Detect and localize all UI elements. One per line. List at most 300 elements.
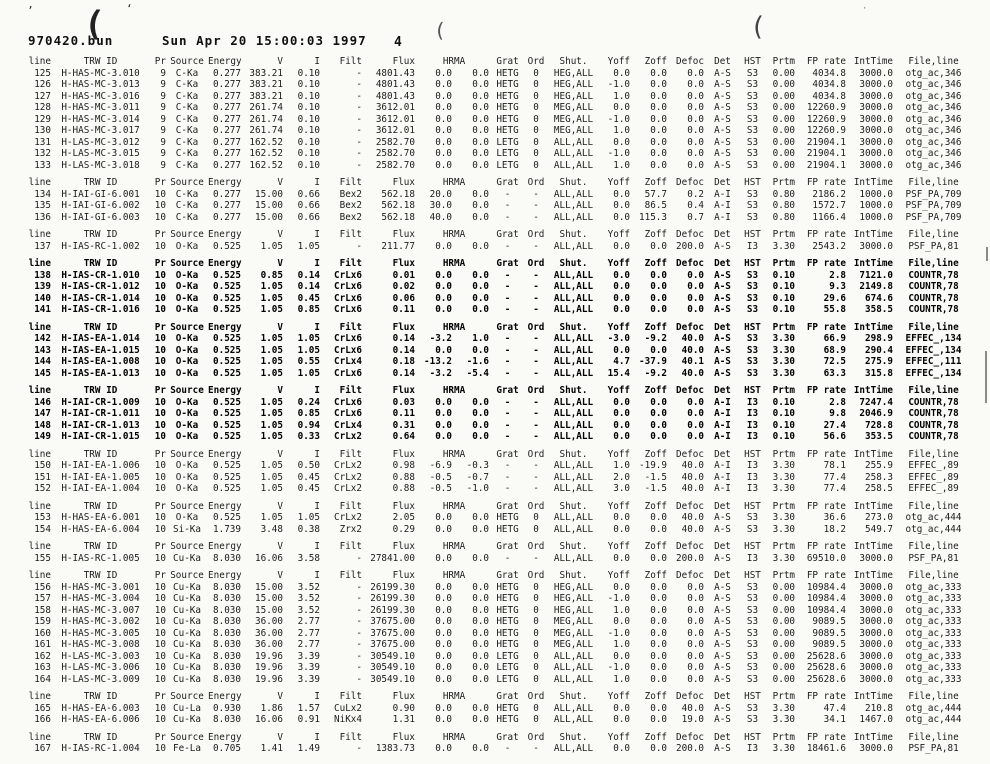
- cell: 0.11: [392, 304, 415, 315]
- column-header-cell: Zoff: [644, 691, 668, 702]
- cell: 8.030: [213, 714, 241, 725]
- cell: 0.0: [472, 662, 490, 673]
- column-header-cell: File,line: [908, 229, 959, 240]
- cell: -: [533, 419, 539, 431]
- cell: 9: [160, 136, 166, 148]
- cell: -: [533, 200, 539, 211]
- cell: 0.0: [613, 523, 631, 535]
- cell: 1.739: [213, 523, 241, 535]
- cell: 10: [154, 714, 166, 725]
- cell: 549.7: [865, 523, 894, 535]
- cell: 30.0: [429, 200, 452, 211]
- cell: 0.0: [687, 431, 705, 442]
- cell: 10: [154, 211, 166, 223]
- column-header-cell: Shut.: [559, 731, 588, 743]
- cell: ALL,ALL: [553, 743, 594, 754]
- column-header-cell: IntTime: [853, 258, 894, 269]
- column-header-cell: Flux: [392, 56, 415, 67]
- column-header-cell: Source: [170, 541, 204, 552]
- cell: EFFEC_,134: [905, 344, 962, 356]
- cell: 36.6: [823, 512, 847, 523]
- cell: 0.0: [435, 581, 452, 593]
- cell: A-I: [714, 408, 731, 419]
- cell: 0.0: [613, 408, 631, 419]
- cell: C-Ka: [175, 200, 199, 211]
- cell: ALL,ALL: [553, 431, 594, 442]
- cell: 0.0: [435, 419, 452, 431]
- cell: -: [533, 292, 539, 304]
- cell: 1.05: [260, 512, 283, 523]
- cell: LETG: [496, 148, 519, 159]
- cell: 1.05: [260, 367, 283, 379]
- column-header-cell: Shut.: [559, 321, 588, 333]
- scan-speck-artifact: ·: [862, 4, 868, 14]
- column-header-cell: HST: [744, 731, 761, 743]
- cell: ALL,ALL: [553, 512, 594, 523]
- cell: LETG: [496, 673, 519, 685]
- cell: 0.0: [435, 431, 452, 442]
- cell: 0.0: [650, 240, 668, 252]
- cell: CrLx6: [334, 367, 362, 379]
- cell: 0.0: [687, 650, 705, 662]
- column-header-row: [22, 56, 972, 68]
- cell: 0.00: [772, 639, 796, 650]
- cell: 1.05: [297, 333, 320, 344]
- column-header-cell: IntTime: [853, 691, 894, 702]
- cell: 0.00: [772, 90, 796, 102]
- cell: 20.0: [429, 188, 452, 200]
- cell: 0.525: [213, 292, 241, 304]
- cell: ALL,ALL: [553, 419, 594, 431]
- cell: 0.66: [297, 211, 320, 223]
- cell: H-HAS-MC-3.017: [61, 125, 140, 136]
- cell: 0.0: [613, 188, 631, 200]
- cell: 0.525: [213, 281, 241, 292]
- column-header-cell: FP rate: [806, 258, 847, 269]
- cell: 10: [154, 408, 166, 419]
- cell: 0.0: [687, 148, 705, 159]
- column-header-row: [22, 732, 972, 744]
- cell: 728.8: [865, 419, 894, 431]
- cell: 0.0: [650, 113, 668, 125]
- column-header-cell: HRMA: [442, 541, 466, 552]
- cell: 0.0: [687, 159, 705, 171]
- cell: 0.0: [650, 552, 668, 564]
- cell: A-I: [714, 188, 731, 200]
- cell: 47.4: [823, 702, 847, 714]
- cell: -: [504, 269, 511, 281]
- cell: -: [504, 188, 511, 200]
- column-header-cell: Defoc: [676, 258, 705, 269]
- column-header-cell: Flux: [392, 541, 415, 552]
- column-header-cell: TRW ID: [83, 500, 118, 512]
- cell: 3.52: [297, 593, 320, 604]
- column-header-cell: Grat: [496, 541, 519, 552]
- cell: 358.5: [865, 304, 894, 315]
- cell: 1.05: [260, 460, 283, 471]
- cell: 1.31: [392, 714, 415, 725]
- cell: HEG,ALL: [553, 593, 594, 604]
- cell: 0.0: [472, 240, 490, 252]
- cell: 0.0: [650, 79, 668, 90]
- cell: -: [533, 483, 539, 494]
- table-block: [22, 501, 972, 536]
- cell: 0.0: [472, 396, 490, 408]
- cell: -: [533, 344, 539, 356]
- cell: H-IAS-CR-1.016: [61, 304, 140, 315]
- cell: MEG,ALL: [553, 639, 594, 650]
- cell: 3.52: [297, 581, 320, 593]
- cell: 0.0: [687, 90, 705, 102]
- cell: 2.05: [392, 512, 415, 523]
- cell: 0.0: [650, 581, 668, 593]
- cell: Cu-Ka: [173, 662, 201, 673]
- cell: 0.88: [392, 483, 415, 494]
- column-header-cell: I: [314, 385, 320, 396]
- cell: 21904.1: [806, 136, 847, 148]
- cell: -0.7: [466, 471, 490, 483]
- column-header-cell: Filt: [339, 385, 362, 396]
- cell: A-S: [714, 714, 731, 725]
- cell: O-Ka: [175, 483, 199, 494]
- cell: H-HAS-MC-3.008: [61, 639, 140, 650]
- cell: 1.0: [613, 604, 631, 616]
- column-header-cell: Zoff: [644, 731, 668, 743]
- cell: -: [356, 125, 362, 136]
- cell: A-S: [714, 148, 731, 159]
- table-block: [22, 229, 972, 252]
- cell: -: [504, 281, 511, 292]
- cell: 1000.0: [859, 200, 894, 211]
- table-row: [22, 662, 972, 674]
- cell: ALL,ALL: [553, 714, 594, 725]
- column-header-cell: Pr: [154, 385, 166, 396]
- column-header-cell: Yoff: [607, 258, 631, 269]
- column-header-cell: HST: [744, 500, 761, 512]
- cell: 146: [34, 396, 51, 408]
- cell: S3: [746, 639, 759, 650]
- cell: 0.0: [613, 102, 631, 113]
- cell: 0.38: [297, 523, 320, 535]
- cell: 0.0: [650, 281, 668, 292]
- column-header-cell: I: [314, 500, 320, 512]
- cell: -9.2: [644, 367, 668, 379]
- cell: S3: [746, 281, 759, 292]
- column-header-cell: Prtm: [772, 570, 796, 581]
- column-header-cell: IntTime: [853, 385, 894, 396]
- cell: -5.4: [466, 367, 490, 379]
- cell: H-IAI-GI-6.003: [61, 211, 140, 223]
- column-header-row: [22, 449, 972, 461]
- table-row: [22, 408, 972, 420]
- cell: -9.2: [644, 333, 668, 344]
- column-header-cell: Energy: [208, 321, 242, 333]
- column-header-cell: Source: [170, 321, 204, 333]
- table-block: [22, 258, 972, 316]
- cell: 3.52: [297, 604, 320, 616]
- cell: 0.85: [297, 304, 320, 315]
- cell: ALL,ALL: [553, 292, 594, 304]
- cell: 3.30: [772, 743, 796, 754]
- cell: S3: [746, 714, 759, 725]
- cell: H-HAS-MC-3.007: [61, 604, 140, 616]
- column-header-cell: line: [28, 500, 51, 512]
- cell: 0.0: [613, 240, 631, 252]
- column-header-cell: Pr: [154, 258, 166, 269]
- cell: EFFEC_,89: [908, 471, 959, 483]
- cell: ALL,ALL: [553, 159, 594, 171]
- table-row: [22, 148, 972, 160]
- cell: 273.0: [865, 512, 894, 523]
- cell: -: [356, 552, 362, 564]
- cell: 0.00: [772, 136, 796, 148]
- cell: 3000.0: [859, 662, 894, 673]
- column-header-cell: Ord: [527, 385, 545, 396]
- cell: 0.10: [297, 148, 320, 159]
- cell: 3000.0: [859, 604, 894, 616]
- cell: O-Ka: [175, 431, 199, 442]
- table-row: [22, 593, 972, 605]
- cell: -: [533, 356, 539, 367]
- cell: -: [356, 593, 362, 604]
- cell: 0.0: [613, 552, 631, 564]
- cell: 0.7: [687, 211, 705, 223]
- table-row: [22, 125, 972, 137]
- column-header-cell: FP rate: [806, 385, 847, 396]
- cell: HETG: [496, 714, 519, 725]
- cell: otg_ac,333: [905, 604, 962, 616]
- cell: 9089.5: [812, 639, 847, 650]
- cell: -: [533, 460, 539, 471]
- column-header-cell: Filt: [339, 500, 362, 512]
- column-header-cell: Shut.: [559, 448, 588, 460]
- cell: 125: [34, 67, 51, 79]
- cell: CrLx2: [334, 512, 362, 523]
- cell: LETG: [496, 159, 519, 171]
- cell: CrLx2: [334, 471, 362, 483]
- cell: C-Ka: [175, 125, 199, 136]
- cell: 68.9: [823, 344, 847, 356]
- cell: 10: [154, 483, 166, 494]
- cell: O-Ka: [175, 304, 199, 315]
- column-header-cell: HST: [744, 177, 761, 188]
- cell: 3.30: [772, 714, 796, 725]
- cell: PSF_PA,81: [908, 240, 959, 252]
- cell: 0.525: [213, 460, 241, 471]
- cell: A-S: [714, 79, 731, 90]
- cell: 290.4: [865, 344, 894, 356]
- report-header: [0, 30, 990, 48]
- cell: otg_ac,444: [905, 702, 962, 714]
- column-header-cell: Det: [714, 258, 731, 269]
- cell: 133: [34, 159, 51, 171]
- cell: H-IAI-GI-6.001: [61, 188, 140, 200]
- cell: 0: [533, 113, 539, 125]
- cell: otg_ac,333: [905, 627, 962, 639]
- cell: 10: [154, 616, 166, 627]
- table-row: [22, 483, 972, 495]
- cell: ALL,ALL: [553, 281, 594, 292]
- cell: otg_ac,333: [905, 650, 962, 662]
- cell: 2.77: [297, 616, 320, 627]
- cell: LETG: [496, 662, 519, 673]
- cell: 0.0: [435, 616, 452, 627]
- cell: 162.52: [249, 159, 283, 171]
- cell: 0.45: [297, 471, 320, 483]
- column-header-cell: Det: [714, 541, 731, 552]
- cell: 2582.70: [375, 159, 415, 171]
- cell: 0.0: [472, 431, 490, 442]
- cell: 56.6: [823, 431, 847, 442]
- table-row: [22, 79, 972, 91]
- column-header-cell: Defoc: [676, 691, 705, 702]
- column-header-cell: V: [277, 229, 283, 240]
- cell: -: [504, 552, 511, 564]
- cell: 0.0: [435, 639, 452, 650]
- cell: 200.0: [676, 240, 705, 252]
- cell: -: [356, 639, 362, 650]
- cell: O-Ka: [175, 269, 199, 281]
- cell: 0.0: [472, 159, 490, 171]
- column-header-cell: TRW ID: [83, 691, 118, 702]
- cell: A-I: [714, 483, 731, 494]
- cell: 25628.6: [806, 662, 847, 673]
- cell: C-Ka: [175, 79, 199, 90]
- cell: ALL,ALL: [553, 240, 594, 252]
- column-header-cell: Zoff: [644, 229, 668, 240]
- cell: 1.0: [613, 125, 631, 136]
- cell: H-IAS-RC-1.002: [61, 240, 140, 252]
- cell: 10: [154, 344, 166, 356]
- cell: ALL,ALL: [553, 356, 594, 367]
- cell: 3.39: [297, 662, 320, 673]
- cell: CrLx4: [334, 419, 362, 431]
- cell: H-IAS-EA-1.015: [61, 344, 140, 356]
- cell: 1.05: [260, 333, 283, 344]
- cell: otg_ac,444: [905, 523, 962, 535]
- cell: 10: [154, 650, 166, 662]
- cell: 0.0: [435, 125, 452, 136]
- cell: A-S: [714, 344, 731, 356]
- column-header-cell: FP rate: [806, 177, 847, 188]
- cell: 128: [34, 102, 51, 113]
- cell: 10984.4: [806, 581, 847, 593]
- cell: 0.98: [392, 460, 415, 471]
- cell: 3000.0: [859, 102, 894, 113]
- column-header-cell: Ord: [527, 229, 545, 240]
- cell: 10: [154, 627, 166, 639]
- cell: -: [356, 604, 362, 616]
- column-header-cell: HRMA: [442, 258, 466, 269]
- column-header-cell: Grat: [496, 258, 519, 269]
- cell: 155: [34, 552, 51, 564]
- column-header-cell: Ord: [527, 541, 545, 552]
- table-row: [22, 200, 972, 212]
- cell: 211.77: [381, 240, 415, 252]
- cell: 0.80: [772, 188, 796, 200]
- cell: S3: [746, 581, 759, 593]
- page-number: 4: [394, 35, 402, 50]
- column-header-cell: Det: [714, 385, 731, 396]
- table-row: [22, 639, 972, 651]
- column-header-cell: Det: [714, 229, 731, 240]
- cell: 0.0: [472, 673, 490, 685]
- cell: 1.05: [260, 431, 283, 442]
- cell: 2582.70: [375, 148, 415, 159]
- column-header-cell: File,line: [908, 177, 959, 188]
- column-header-cell: IntTime: [853, 541, 894, 552]
- cell: 0.00: [772, 673, 796, 685]
- cell: 0.14: [297, 281, 320, 292]
- cell: 1.0: [613, 460, 631, 471]
- cell: 147: [34, 408, 51, 419]
- cell: 167: [34, 743, 51, 754]
- cell: 1.05: [260, 304, 283, 315]
- cell: 0.0: [687, 292, 705, 304]
- cell: ALL,ALL: [553, 200, 594, 211]
- column-header-cell: HST: [744, 385, 761, 396]
- cell: S3: [746, 211, 759, 223]
- cell: -: [356, 240, 362, 252]
- cell: 0.0: [435, 281, 452, 292]
- cell: A-S: [714, 67, 731, 79]
- column-header-cell: HST: [744, 321, 761, 333]
- column-header-cell: Energy: [208, 177, 242, 188]
- column-header-cell: Energy: [208, 258, 242, 269]
- column-header-cell: Shut.: [559, 229, 588, 240]
- cell: -: [356, 743, 362, 754]
- cell: 0.00: [772, 159, 796, 171]
- cell: otg_ac,444: [905, 512, 962, 523]
- column-header-cell: Shut.: [559, 177, 588, 188]
- cell: 0.00: [772, 125, 796, 136]
- cell: 0.0: [435, 159, 452, 171]
- cell: CrLx2: [334, 483, 362, 494]
- column-header-cell: Filt: [339, 691, 362, 702]
- column-header-cell: Grat: [496, 448, 519, 460]
- cell: A-S: [714, 90, 731, 102]
- column-header-cell: Det: [714, 321, 731, 333]
- cell: otg_ac,333: [905, 581, 962, 593]
- cell: -3.2: [429, 333, 452, 344]
- column-header-cell: Yoff: [607, 177, 631, 188]
- cell: -: [504, 356, 511, 367]
- cell: 0.31: [392, 419, 415, 431]
- cell: 8.030: [213, 627, 241, 639]
- cell: 0.0: [650, 604, 668, 616]
- table-row: [22, 714, 972, 726]
- cell: 18461.6: [806, 743, 847, 754]
- column-header-cell: Flux: [392, 385, 415, 396]
- column-header-cell: Grat: [496, 385, 519, 396]
- cell: 15.00: [255, 581, 283, 593]
- cell: 0.0: [435, 396, 452, 408]
- cell: -: [533, 471, 539, 483]
- column-header-cell: line: [28, 691, 51, 702]
- table-row: [22, 68, 972, 80]
- cell: CrLx4: [334, 356, 362, 367]
- cell: -13.2: [424, 356, 452, 367]
- column-header-cell: Prtm: [772, 541, 796, 552]
- cell: A-S: [714, 650, 731, 662]
- cell: 1.0: [613, 90, 631, 102]
- cell: C-Ka: [175, 211, 199, 223]
- cell: S3: [746, 148, 759, 159]
- cell: C-Ka: [175, 67, 199, 79]
- cell: 0.0: [435, 512, 452, 523]
- column-header-cell: HST: [744, 570, 761, 581]
- cell: 10: [154, 702, 166, 714]
